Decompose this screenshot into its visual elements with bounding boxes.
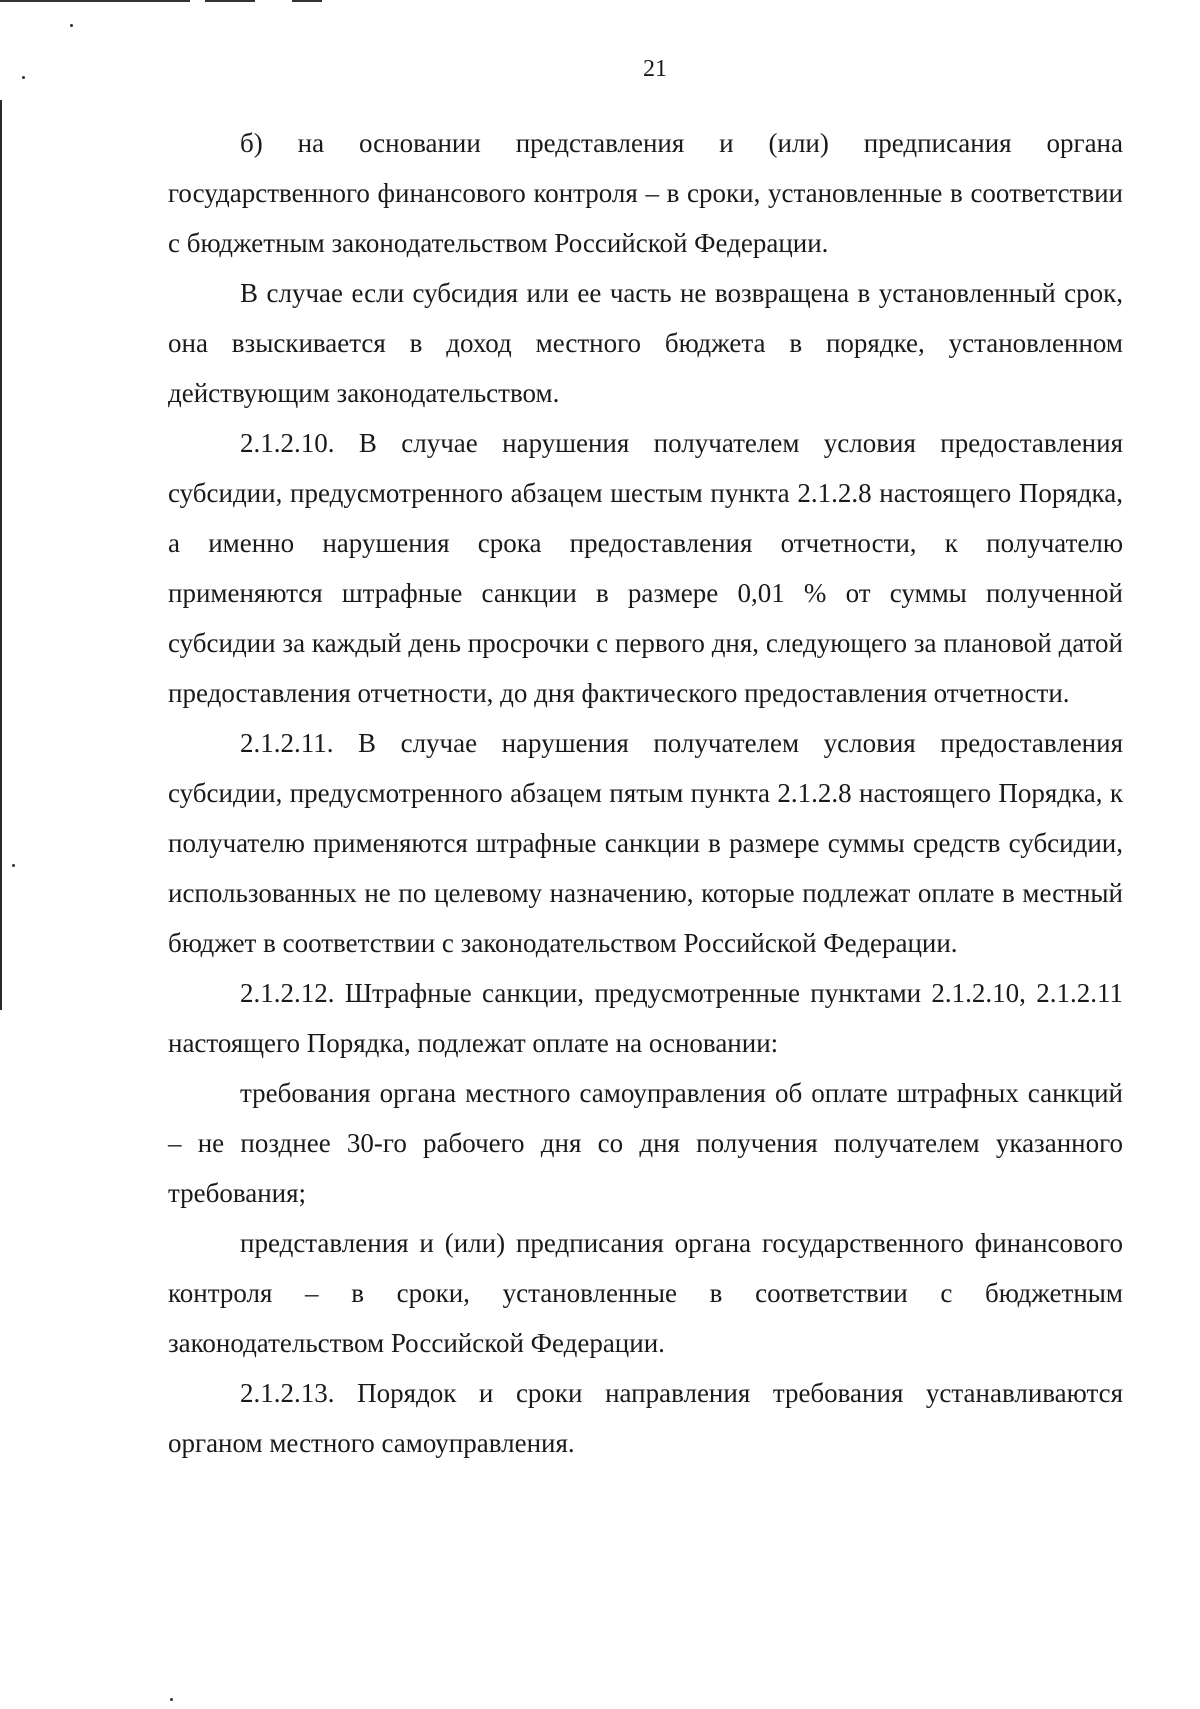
scan-speck <box>70 24 73 27</box>
scan-speck <box>170 1698 173 1701</box>
paragraph-2-1-2-13: 2.1.2.13. Порядок и сроки направления требования устанавливаются органом местного самоуправления. <box>168 1378 1123 1458</box>
scan-speck <box>12 864 15 867</box>
paragraph-2-1-2-11: 2.1.2.11. В случае нарушения получателем условия предоставления субсидии, предусмотренного абзацем пятым пункта 2.1.2.8 настоящего Порядка, к получателю применяются штрафные санкции в размере суммы средств субсидии, использованных не по целевому назначению, которые подлежат оплате в местный бюджет в соответствии с законодательством Российской Федерации. <box>168 728 1123 958</box>
paragraph-demand-payment: требования органа местного самоуправления об оплате штрафных санкций – не позднее 30-го рабочего дня со дня получения получателем указанного требования; <box>168 1078 1123 1208</box>
paragraph-return-deadline: б) на основании представления и (или) предписания органа государственного финансового контроля – в сроки, установленные в соответствии с бюджетным законодательством Российской Федерации. <box>168 128 1123 258</box>
paragraph-control-payment: представления и (или) предписания органа государственного финансового контроля – в сроки, установленные в соответствии с бюджетным законодательством Российской Федерации. <box>168 1228 1123 1358</box>
page-number: 21 <box>643 56 667 82</box>
document-body <box>168 118 1123 1468</box>
scan-edge-mark <box>292 0 322 2</box>
scan-edge-mark <box>0 0 190 2</box>
paragraph-collection: В случае если субсидия или ее часть не возвращена в установленный срок, она взыскивается в доход местного бюджета в порядке, установленном действующим законодательством. <box>168 278 1123 408</box>
scan-margin-line <box>0 100 2 1010</box>
paragraph-2-1-2-12: 2.1.2.12. Штрафные санкции, предусмотренные пунктами 2.1.2.10, 2.1.2.11 настоящего Порядка, подлежат оплате на основании: <box>168 978 1123 1058</box>
paragraph-2-1-2-10: 2.1.2.10. В случае нарушения получателем условия предоставления субсидии, предусмотренного абзацем шестым пункта 2.1.2.8 настоящего Порядка, а именно нарушения срока предоставления отчетности, к получателю применяются штрафные санкции в размере 0,01 % от суммы полученной субсидии за каждый день просрочки с первого дня, следующего за плановой датой предоставления отчетности, до дня фактического предоставления отчетности. <box>168 428 1123 708</box>
scan-edge-mark <box>205 0 255 2</box>
